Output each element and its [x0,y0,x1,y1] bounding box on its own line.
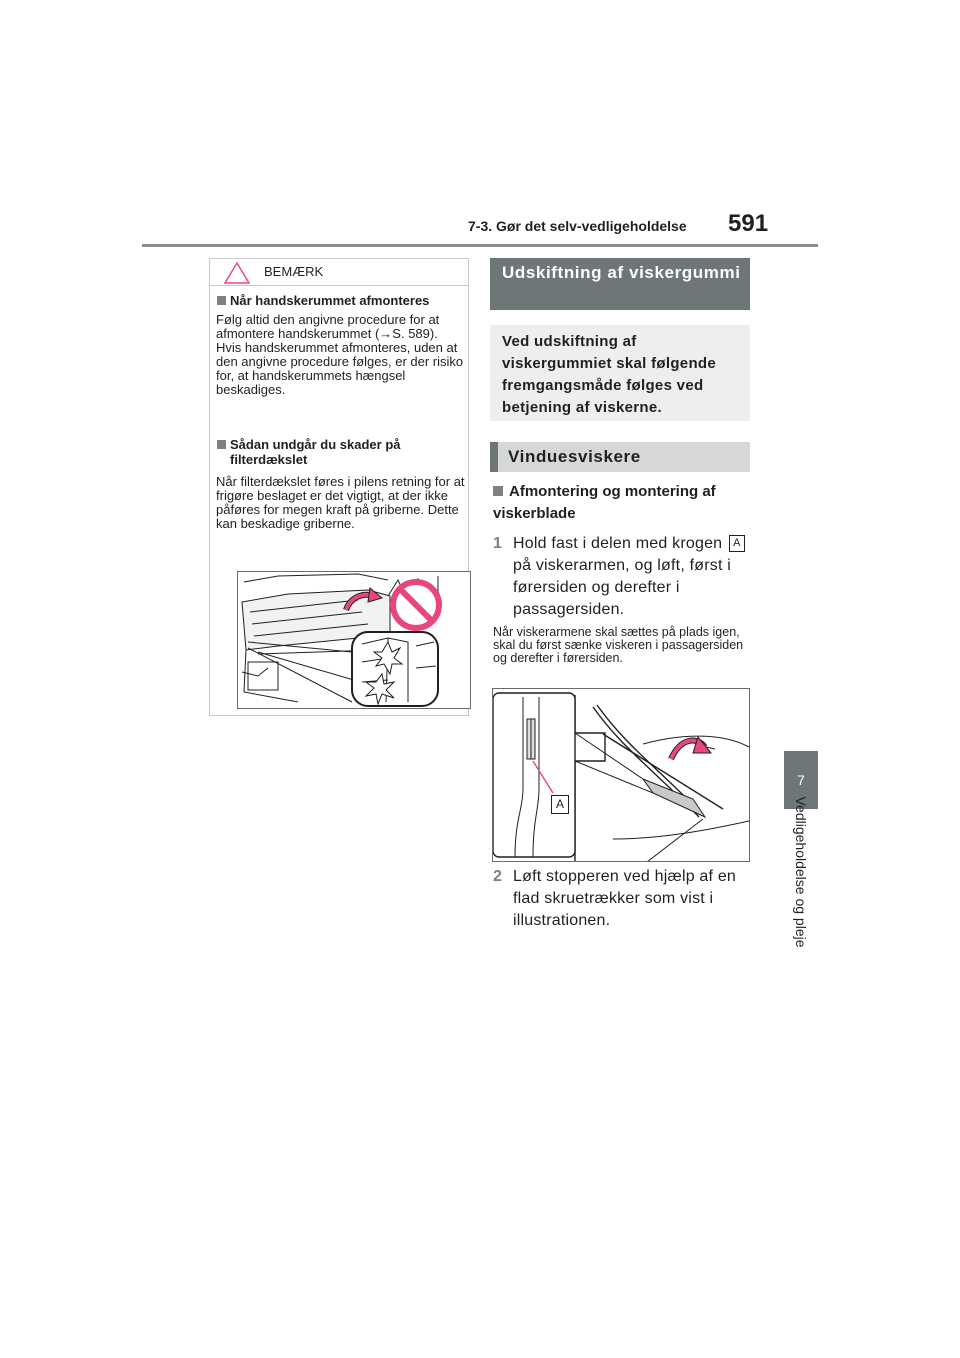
bullet-square-icon [217,296,226,305]
step-1: 1 Hold fast i delen med krogen A på viskerarmen, og løft, først i førersiden og derefter i passagersiden. [513,533,753,621]
section-title: Udskiftning af viskergummi [490,258,750,310]
caution-box [209,258,469,716]
figure-label-a: A [551,795,569,814]
bullet-square-icon [217,440,226,449]
intro-box [490,325,750,421]
step-1-number: 1 [493,535,503,552]
caution-label: BEMÆRK [264,264,324,279]
procedure-heading: Afmontering og montering af viskerblade [493,483,716,522]
step-2-number: 2 [493,868,503,885]
page-number: 591 [728,210,769,237]
caution-heading-2: Sådan undgår du skader på filterdækslet [217,437,464,467]
warning-triangle-icon [224,262,250,284]
chapter-number: 7 [797,772,805,788]
caution-text-1: Følg altid den angivne procedure for at afmontere handskerummet (→S. 589). Hvis handskerummet afmonteres, uden at den angivne procedure følges, er der risiko for, at handskerummets hængsel beskadiges. [216,312,464,397]
caution-header [210,259,468,286]
subsection-title: Vinduesviskere [490,442,750,472]
caution-text-2: Når filterdækslet føres i pilens retning for at frigøre beslaget er det vigtigt, at der ikke påføres for megen kraft på griberne. Dette kan beskadige griberne. [216,474,465,531]
filter-cover-illustration [237,571,471,709]
step-2: 2 Løft stopperen ved hjælp af en flad skruetrækker som vist i illustrationen. [493,868,737,929]
intro-text: Ved udskiftning af viskergummiet skal følgende fremgangsmåde følges ved betjening af viskerne. [502,333,717,416]
chapter-title: Vedligeholdelse og pleje [793,796,809,948]
reinstall-note: Når viskerarmene skal sættes på plads igen, skal du først sænke viskeren i passagersiden og derefter i førersiden. [493,625,744,665]
header-rule [142,244,818,247]
section-reference: 7-3. Gør det selv-vedligeholdelse [468,218,687,234]
wiper-illustration [492,688,750,862]
wiper-drawing [493,689,749,861]
filter-cover-drawing [238,572,470,708]
bullet-square-icon [493,486,503,496]
label-a-box: A [729,535,745,552]
caution-heading-1: Når handskerummet afmonteres [217,293,463,308]
